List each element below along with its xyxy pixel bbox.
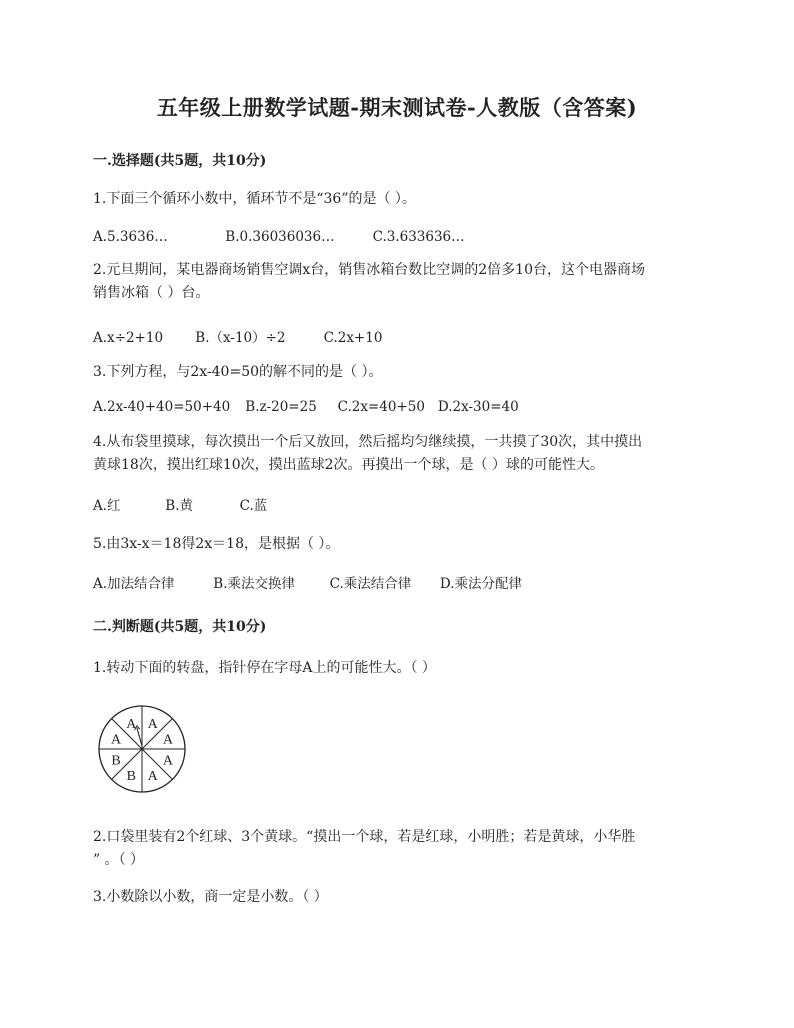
question-4-options: [93, 494, 267, 514]
judgement-3: 3.小数除以小数，商一定是小数。（ ）: [93, 889, 328, 905]
spinner-sector-label: A: [147, 717, 158, 733]
section-heading-judgement: 二.判断题(共5题，共10分): [93, 619, 267, 635]
spinner-diagram: [96, 703, 188, 795]
spinner-sector-label: A: [147, 768, 158, 784]
section-heading-choice: 一.选择题(共5题，共10分): [93, 153, 267, 169]
option-a: A.x÷2+10: [93, 330, 164, 346]
spinner-sector-label: B: [126, 768, 136, 784]
spinner-sector-label: B: [111, 753, 121, 769]
question-2-options: [93, 326, 382, 346]
option-b: B.z-20=25: [245, 399, 317, 415]
question-1: 1.下面三个循环小数中，循环节不是“36”的是（ ）。: [93, 191, 416, 207]
option-a: A.加法结合律: [93, 576, 175, 592]
judgement-1: 1.转动下面的转盘，指针停在字母A上的可能性大。（ ）: [93, 660, 436, 676]
spinner-sector-label: A: [162, 753, 173, 769]
page-title: 五年级上册数学试题-期末测试卷-人教版（含答案): [156, 95, 638, 120]
question-4: [93, 431, 703, 477]
question-2-line-2: 销售冰箱（ ）台。: [93, 285, 210, 301]
option-d: D.2x-30=40: [437, 399, 519, 415]
option-d: D.乘法分配律: [439, 576, 523, 592]
spinner-sector-label: A: [111, 732, 122, 748]
spinner-sector-label: A: [162, 732, 173, 748]
question-2: [93, 259, 703, 305]
option-a: A.5.3636…: [93, 229, 168, 245]
option-b: B.乘法交换律: [213, 576, 296, 592]
option-c: C.蓝: [239, 498, 268, 514]
option-c: C.2x+10: [323, 330, 383, 346]
option-a: A.红: [93, 498, 121, 514]
question-1-options: [93, 229, 465, 245]
option-c: C.2x=40+50: [337, 399, 425, 415]
option-a: A.2x-40+40=50+40: [93, 399, 231, 415]
option-c: C.乘法结合律: [329, 576, 412, 592]
option-c: C.3.633636…: [372, 229, 465, 245]
question-5: 5.由3x-x＝18得2x＝18，是根据（ ）。: [93, 536, 340, 552]
question-3-options: [93, 399, 519, 415]
question-3: 3.下列方程，与2x-40=50的解不同的是（ ）。: [93, 364, 383, 380]
option-b: B.黄: [165, 498, 194, 514]
judgement-2-line-1: 2.口袋里装有2个红球、3个黄球。“摸出一个球，若是红球，小明胜；若是黄球，小华胜: [93, 829, 636, 845]
judgement-2-line-2: ” 。（ ）: [93, 852, 145, 868]
question-2-line-1: 2.元旦期间，某电器商场销售空调x台，销售冰箱台数比空调的2倍多10台，这个电器商场: [93, 262, 645, 278]
option-b: B.（x-10）÷2: [195, 330, 286, 346]
question-4-line-2: 黄球18次，摸出红球10次，摸出蓝球2次。再摸出一个球，是（ ）球的可能性大。: [93, 457, 604, 473]
question-5-options: [93, 572, 522, 592]
spinner-wheel: [99, 706, 185, 792]
spinner-sector-label: A: [126, 717, 137, 733]
question-4-line-1: 4.从布袋里摸球，每次摸出一个后又放回，然后摇均匀继续摸，一共摸了30次，其中摸出: [93, 434, 643, 450]
judgement-2: [93, 826, 703, 872]
option-b: B.0.36036036…: [225, 229, 335, 245]
